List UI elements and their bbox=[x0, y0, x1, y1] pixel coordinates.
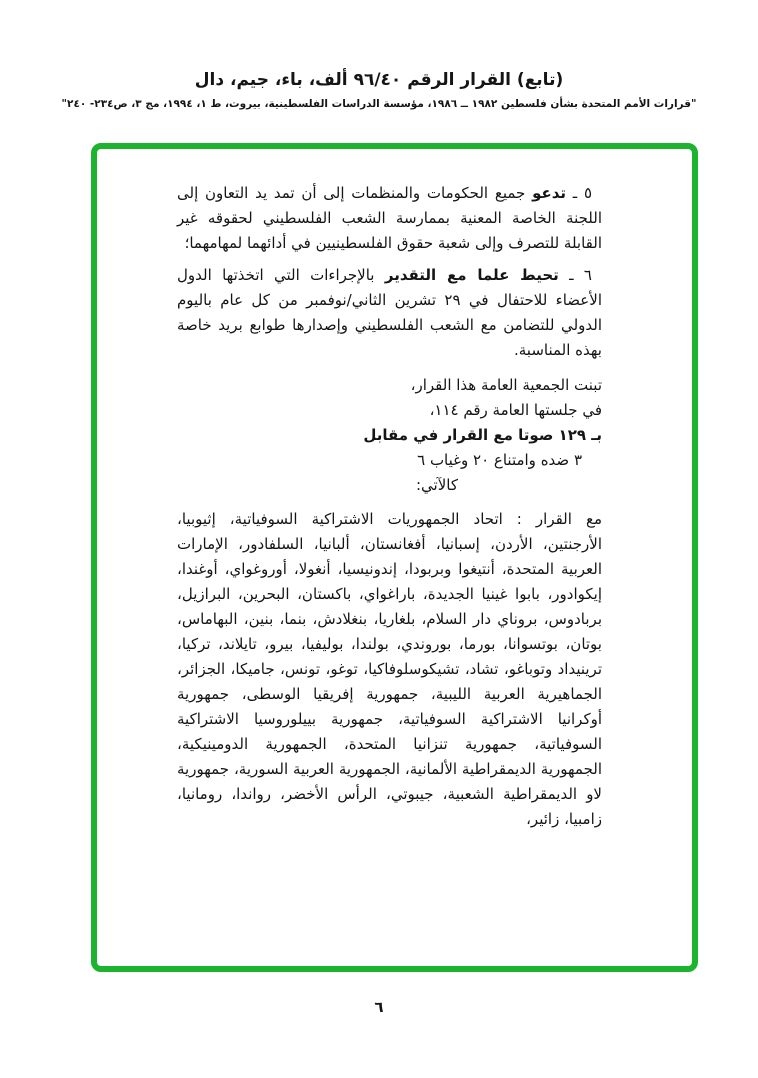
vote-label: مع القرار : bbox=[516, 510, 602, 528]
content-frame bbox=[91, 143, 698, 972]
page-number: ٦ bbox=[374, 998, 384, 1016]
paragraph-clause-5 bbox=[177, 181, 602, 256]
source-citation: "قرارات الأمم المتحدة بشأن فلسطين ١٩٨٢ ــ ١٩٨٦، مؤسسة الدراسات الفلسطينية، بيروت، ط ١، ١٩٩٤، مج ٣، ص٢٣٤- ٢٤٠" bbox=[61, 97, 697, 110]
clause-lead: تحيط علما مع التقدير bbox=[384, 266, 559, 284]
adoption-line: تبنت الجمعية العامة هذا القرار، bbox=[410, 376, 602, 394]
clause-number: ٥ ـ bbox=[572, 184, 592, 202]
clause-lead: تدعو bbox=[532, 184, 567, 202]
adoption-statement bbox=[272, 373, 602, 498]
votes-for-section bbox=[177, 507, 602, 832]
adoption-line: ٣ ضده وامتناع ٢٠ وغياب ٦ bbox=[417, 451, 582, 469]
adoption-line: في جلستها العامة رقم ١١٤، bbox=[429, 401, 602, 419]
clause-text: جميع الحكومات والمنظمات إلى أن تمد يد التعاون إلى اللجنة الخاصة المعنية بممارسة الشعب الفلسطيني لحقوقه غير القابلة للتصرف وإلى شعبة حقوق الفلسطينيين في أدائهما لمهامهما؛ bbox=[177, 184, 602, 252]
adoption-line: كالآتي: bbox=[416, 476, 458, 494]
adoption-line-vote-count: بـ ١٢٩ صوتا مع القرار في مقابل bbox=[363, 426, 602, 444]
page-header bbox=[0, 68, 758, 110]
clause-text: بالإجراءات التي اتخذتها الدول الأعضاء للاحتفال في ٢٩ تشرين الثاني/نوفمبر من كل عام باليوم الدولي للتضامن مع الشعب الفلسطيني وإصدارها طوابع بريد خاصة بهذه المناسبة. bbox=[177, 266, 602, 359]
page-title: (تابع) القرار الرقم ٩٦/٤٠ ألف، باء، جيم، دال bbox=[194, 70, 564, 90]
clause-number: ٦ ـ bbox=[569, 266, 592, 284]
paragraph-clause-6 bbox=[177, 263, 602, 363]
document-body bbox=[97, 149, 692, 966]
country-list: اتحاد الجمهوريات الاشتراكية السوفياتية، إثيوبيا، الأرجنتين، الأردن، إسبانيا، أفغانستان، ألبانيا، السلفادور، الإمارات العربية المتحدة، أنتيغوا وبربودا، إندونيسيا، أنغولا، أوروغواي، أوغندا، إيكوادور، بابوا غينيا الجديدة، باراغواي، باكستان، البحرين، البرازيل، بربادوس، بروناي دار السلام، بلغاريا، بنغلادش، بنما، بنين، البهاماس، بوتان، بوتسوانا، بورما، بوروندي، بولندا، بوليفيا، بيرو، تايلاند، تركيا، ترينيداد وتوباغو، تشاد، تشيكوسلوفاكيا، توغو، تونس، جاميكا، الجزائر، الجماهيرية العربية الليبية، جمهورية إفريقيا الوسطى، جمهورية أوكرانيا الاشتراكية السوفياتية، جمهورية بييلوروسيا الاشتراكية السوفياتية، جمهورية تنزانيا المتحدة، الجمهورية الدومينيكية، الجمهورية الديمقراطية الألمانية، الجمهورية العربية السورية، جمهورية لاو الديمقراطية الشعبية، جيبوتي، الرأس الأخضر، رواندا، رومانيا، زامبيا، زائير، bbox=[177, 510, 602, 828]
